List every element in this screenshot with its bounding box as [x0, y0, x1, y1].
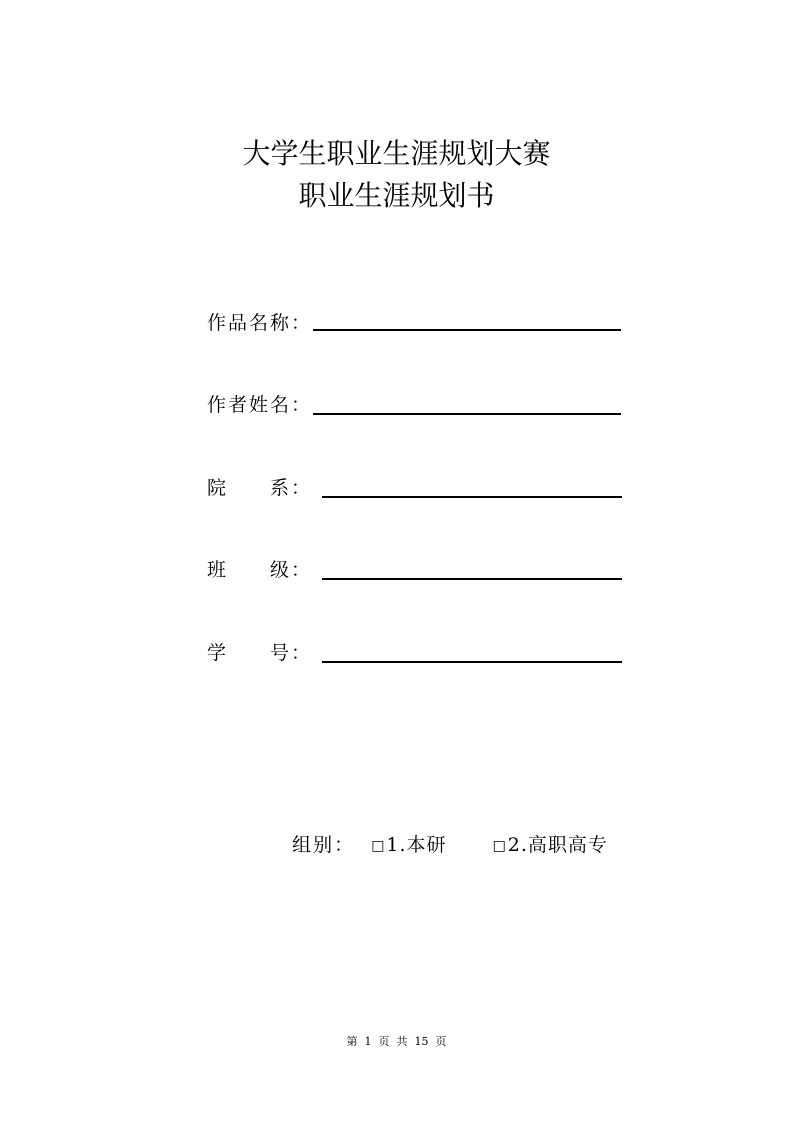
student-id-input-line[interactable] [322, 661, 622, 663]
class-input-line[interactable] [322, 578, 622, 580]
department-input-line[interactable] [322, 496, 622, 498]
option-vocational[interactable] [493, 832, 608, 859]
option-undergrad-postgrad-label: 1.本研 [386, 834, 447, 856]
checkbox-icon[interactable]: □ [371, 838, 386, 854]
work-name-input-line[interactable] [313, 329, 621, 331]
author-name-input-line[interactable] [313, 413, 621, 415]
field-label-class: 班 级： [207, 559, 313, 581]
option-vocational-label: 2.高职高专 [507, 834, 608, 856]
group-label: 组别： [292, 834, 356, 856]
field-label-author-name: 作者姓名： [207, 394, 313, 416]
field-author-name [207, 392, 627, 422]
field-label-student-id: 学 号： [207, 642, 313, 664]
group-selection [268, 806, 608, 885]
option-undergrad-postgrad[interactable] [371, 832, 446, 859]
field-student-id [207, 640, 627, 670]
page-footer: 第 1 页 共 15 页 [346, 1035, 447, 1048]
field-label-department: 院 系： [207, 477, 313, 499]
field-class [207, 557, 627, 587]
checkbox-icon[interactable]: □ [492, 838, 507, 854]
document-title: 大学生职业生涯规划大赛 [242, 137, 551, 170]
field-department [207, 475, 627, 505]
document-subtitle: 职业生涯规划书 [298, 179, 495, 212]
field-label-work-name: 作品名称： [207, 312, 313, 334]
field-work-name [207, 310, 627, 340]
